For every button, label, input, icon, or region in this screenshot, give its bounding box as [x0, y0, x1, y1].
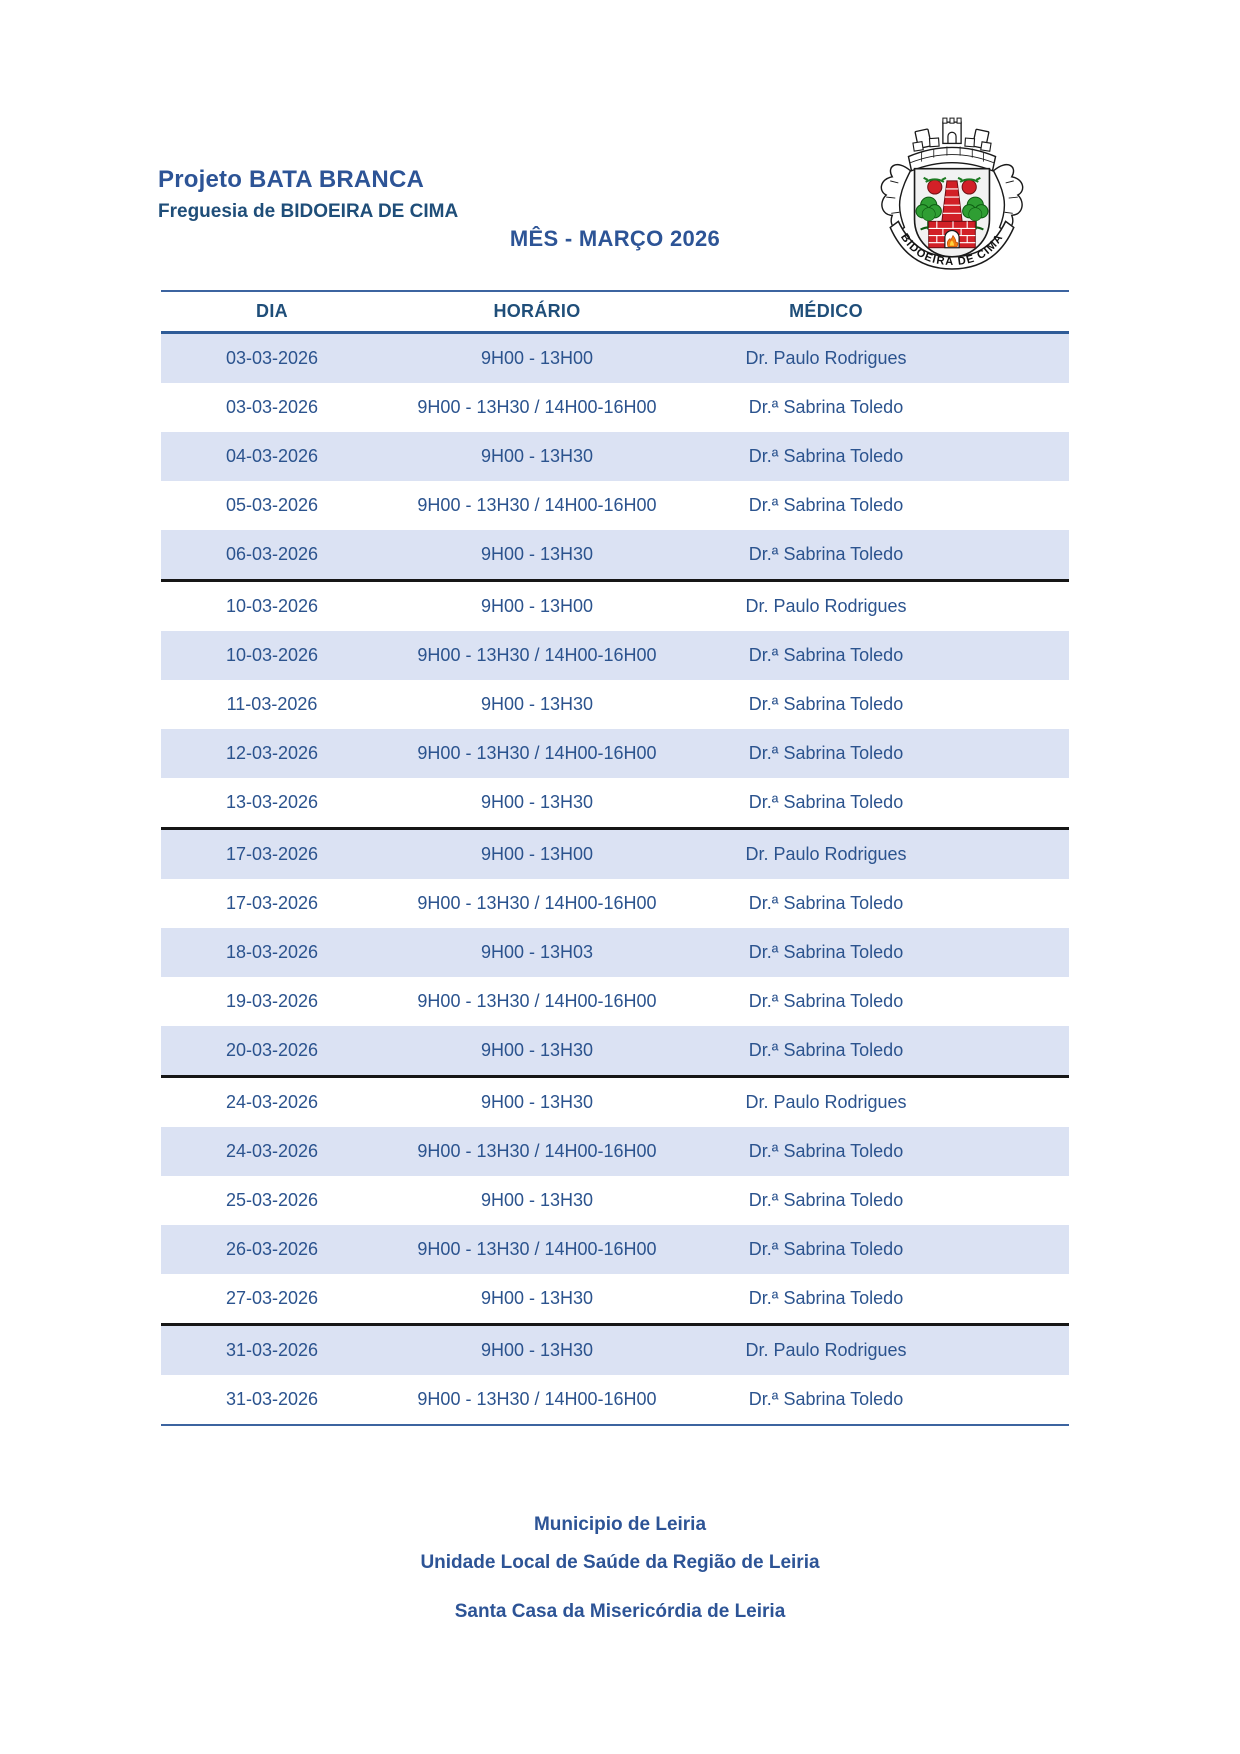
cell-medico: Dr.ª Sabrina Toledo [748, 792, 904, 812]
cell-horario: 9H00 - 13H30 [480, 694, 594, 714]
footer-municipio: Municipio de Leiria [533, 1514, 707, 1535]
cell-horario: 9H00 - 13H03 [480, 942, 594, 962]
cell-horario: 9H00 - 13H30 / 14H00-16H00 [417, 495, 657, 515]
cell-horario: 9H00 - 13H30 / 14H00-16H00 [417, 1141, 657, 1161]
cell-dia: 18-03-2026 [225, 942, 319, 962]
cell-horario: 9H00 - 13H30 / 14H00-16H00 [417, 1389, 657, 1409]
cell-horario: 9H00 - 13H30 / 14H00-16H00 [417, 397, 657, 417]
cell-medico: Dr. Paulo Rodrigues [745, 596, 907, 616]
cell-dia: 24-03-2026 [225, 1141, 319, 1161]
table-row [161, 530, 1069, 582]
schedule-table-body [161, 334, 1069, 1424]
table-row [161, 879, 1069, 928]
cell-dia: 13-03-2026 [225, 792, 319, 812]
cell-dia: 20-03-2026 [225, 1040, 319, 1060]
table-row [161, 1326, 1069, 1375]
table-row [161, 1078, 1069, 1127]
cell-horario: 9H00 - 13H30 [480, 1190, 594, 1210]
cell-medico: Dr.ª Sabrina Toledo [748, 1141, 904, 1161]
table-bottom-rule [161, 1424, 1069, 1426]
table-row [161, 432, 1069, 481]
table-row [161, 778, 1069, 830]
cell-dia: 17-03-2026 [225, 844, 319, 864]
cell-medico: Dr.ª Sabrina Toledo [748, 743, 904, 763]
parish-subtitle: Freguesia de BIDOEIRA DE CIMA [158, 201, 459, 222]
table-row [161, 631, 1069, 680]
cell-medico: Dr.ª Sabrina Toledo [748, 694, 904, 714]
cell-horario: 9H00 - 13H30 [480, 1092, 594, 1112]
table-row [161, 481, 1069, 530]
cell-horario: 9H00 - 13H30 [480, 544, 594, 564]
cell-horario: 9H00 - 13H00 [480, 596, 594, 616]
footer-unidade-saude: Unidade Local de Saúde da Região de Leiria [420, 1552, 820, 1573]
table-row [161, 1375, 1069, 1424]
cell-dia: 19-03-2026 [225, 991, 319, 1011]
cell-horario: 9H00 - 13H30 / 14H00-16H00 [417, 991, 657, 1011]
cell-dia: 27-03-2026 [225, 1288, 319, 1308]
cell-dia: 24-03-2026 [225, 1092, 319, 1112]
table-row [161, 1225, 1069, 1274]
cell-horario: 9H00 - 13H30 [480, 1340, 594, 1360]
footer-santa-casa: Santa Casa da Misericórdia de Leiria [454, 1601, 786, 1622]
cell-horario: 9H00 - 13H30 / 14H00-16H00 [417, 893, 657, 913]
cell-horario: 9H00 - 13H30 [480, 446, 594, 466]
right-scroll-icon [994, 165, 1023, 230]
shield-icon [915, 169, 990, 257]
cell-medico: Dr. Paulo Rodrigues [745, 844, 907, 864]
schedule-table [161, 290, 1069, 1426]
cell-medico: Dr.ª Sabrina Toledo [748, 544, 904, 564]
cell-dia: 26-03-2026 [225, 1239, 319, 1259]
cell-horario: 9H00 - 13H30 / 14H00-16H00 [417, 1239, 657, 1259]
project-title: Projeto BATA BRANCA [158, 166, 425, 193]
table-row [161, 1127, 1069, 1176]
cell-dia: 03-03-2026 [225, 397, 319, 417]
cell-medico: Dr.ª Sabrina Toledo [748, 991, 904, 1011]
cell-dia: 31-03-2026 [225, 1340, 319, 1360]
cell-horario: 9H00 - 13H00 [480, 348, 594, 368]
cell-dia: 10-03-2026 [225, 596, 319, 616]
cell-horario: 9H00 - 13H30 [480, 792, 594, 812]
table-row [161, 1176, 1069, 1225]
table-row [161, 1274, 1069, 1326]
crest-caption: BIDOEIRA DE CIMA [898, 231, 1006, 268]
table-row [161, 383, 1069, 432]
cell-medico: Dr. Paulo Rodrigues [745, 1340, 907, 1360]
column-header-horario: HORÁRIO [493, 301, 581, 321]
left-scroll-icon [881, 165, 910, 230]
cell-medico: Dr.ª Sabrina Toledo [748, 645, 904, 665]
cell-dia: 04-03-2026 [225, 446, 319, 466]
cell-horario: 9H00 - 13H00 [480, 844, 594, 864]
cell-medico: Dr.ª Sabrina Toledo [748, 495, 904, 515]
cell-medico: Dr.ª Sabrina Toledo [748, 942, 904, 962]
cell-dia: 10-03-2026 [225, 645, 319, 665]
cell-dia: 11-03-2026 [226, 694, 318, 714]
cell-medico: Dr.ª Sabrina Toledo [748, 1190, 904, 1210]
cell-dia: 03-03-2026 [225, 348, 319, 368]
cell-dia: 17-03-2026 [225, 893, 319, 913]
table-header-row [161, 292, 1069, 334]
cell-medico: Dr.ª Sabrina Toledo [748, 446, 904, 466]
column-header-medico: MÉDICO [789, 301, 863, 321]
cell-medico: Dr.ª Sabrina Toledo [748, 1389, 904, 1409]
mural-crown-icon [908, 118, 995, 171]
table-row [161, 334, 1069, 383]
municipal-crest-icon [876, 110, 1028, 272]
cell-dia: 05-03-2026 [225, 495, 319, 515]
table-row [161, 928, 1069, 977]
table-row [161, 1026, 1069, 1078]
cell-dia: 25-03-2026 [225, 1190, 319, 1210]
cell-medico: Dr.ª Sabrina Toledo [748, 1040, 904, 1060]
cell-medico: Dr.ª Sabrina Toledo [748, 397, 904, 417]
cell-dia: 06-03-2026 [225, 544, 319, 564]
cell-horario: 9H00 - 13H30 / 14H00-16H00 [417, 645, 657, 665]
table-row [161, 680, 1069, 729]
cell-horario: 9H00 - 13H30 / 14H00-16H00 [417, 743, 657, 763]
cell-medico: Dr.ª Sabrina Toledo [748, 893, 904, 913]
cell-medico: Dr.ª Sabrina Toledo [748, 1239, 904, 1259]
table-row [161, 582, 1069, 631]
cell-horario: 9H00 - 13H30 [480, 1040, 594, 1060]
table-row [161, 977, 1069, 1026]
cell-horario: 9H00 - 13H30 [480, 1288, 594, 1308]
table-row [161, 729, 1069, 778]
column-header-dia: DIA [256, 301, 288, 321]
cell-dia: 31-03-2026 [225, 1389, 319, 1409]
cell-medico: Dr. Paulo Rodrigues [745, 1092, 907, 1112]
table-row [161, 830, 1069, 879]
month-title: MÊS - MARÇO 2026 [509, 226, 721, 251]
cell-medico: Dr.ª Sabrina Toledo [748, 1288, 904, 1308]
cell-medico: Dr. Paulo Rodrigues [745, 348, 907, 368]
cell-dia: 12-03-2026 [225, 743, 319, 763]
